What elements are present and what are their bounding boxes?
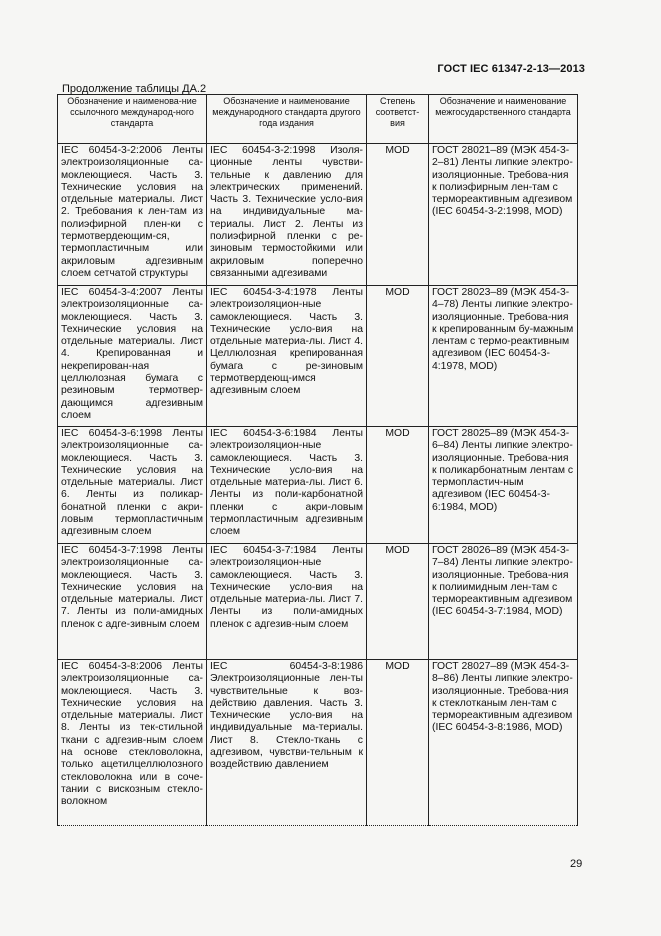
interstate-standard-cell: ГОСТ 28026–89 (МЭК 454-3-7–84) Ленты липкие электро-изоляционные. Требова-ния к полиимидным лен-там с термореактивным адгезивом (IEC 60454-3-7:1984, MOD) [429, 544, 578, 660]
document-standard-id: ГОСТ IEC 61347-2-13—2013 [437, 63, 585, 75]
referenced-standard-cell: IEC 60454-3-8:2006 Ленты электроизоляционные са-моклеющиеся. Часть 3. Технические условия на отдельные материалы. Лист 8. Ленты из тек-стильной ткани с адгезив-ным слоем на основе стекловолокна, только ацетилцеллюлозного стекловолокна или в соче-тании с вискозным стекло-волокном [58, 660, 207, 826]
referenced-standard-cell: IEC 60454-3-6:1998 Ленты электроизоляционные са-моклеющиеся. Часть 3. Технические условия на отдельные материалы. Лист 6. Ленты из поликар-бонатной пленки с акри-ловым термопластичным адгезивным слоем [58, 427, 207, 544]
interstate-standard-cell: ГОСТ 28025–89 (МЭК 454-3-6–84) Ленты липкие электро-изоляционные. Требова-ния к поликарбонатным лентам с термопластич-ным адгезивом (IEC 60454-3-6:1984, MOD) [429, 427, 578, 544]
column-header-degree: Степень соответст-вия [367, 95, 429, 144]
degree-cell: MOD [367, 144, 429, 286]
other-year-standard-cell: IEC 60454-3-2:1998 Изоля-ционные ленты чувстви-тельные к давлению для электрических применений. Часть 3. Технические усло-вия на индивидуальные ма-териалы. Лист 2. Ленты из полиэфирной пленки с ре-зиновым термостойкими или акриловым поперечно связанными адгезивами [207, 144, 367, 286]
degree-cell: MOD [367, 544, 429, 660]
degree-cell: MOD [367, 660, 429, 826]
referenced-standard-cell: IEC 60454-3-2:2006 Ленты электроизоляционные са-моклеющиеся. Часть 3. Технические условия на отдельные материалы. Лист 2. Требования к лен-там из полиэфирной плен-ки с термотвердеющим-ся, термопластичным или акриловым адгезивным слоем сетчатой структуры [58, 144, 207, 286]
referenced-standard-cell: IEC 60454-3-4:2007 Ленты электроизоляционные са-моклеющиеся. Часть 3. Технические условия на отдельные материалы. Лист 4. Крепированная и некрепирован-ная целлюлозная бумага с резиновым термотвер-дающимся адгезивным слоем [58, 286, 207, 427]
standards-correspondence-table [57, 94, 578, 826]
table-caption: Продолжение таблицы ДА.2 [62, 83, 207, 95]
column-header-referenced: Обозначение и наименова-ние ссылочного международ-ного стандарта [58, 95, 207, 144]
interstate-standard-cell: ГОСТ 28027–89 (МЭК 454-3-8–86) Ленты липкие электро-изоляционные. Требова-ния к стеклотканым лен-там с термореактивным адгезивом (IEC 60454-3-8:1986, MOD) [429, 660, 578, 826]
degree-cell: MOD [367, 286, 429, 427]
table-row [58, 427, 578, 544]
column-header-interstate: Обозначение и наименование межгосударственного стандарта [429, 95, 578, 144]
table-row [58, 660, 578, 826]
page-number: 29 [570, 858, 583, 870]
column-header-other-year: Обозначение и наименование международного стандарта другого года издания [207, 95, 367, 144]
table-row [58, 144, 578, 286]
referenced-standard-cell: IEC 60454-3-7:1998 Ленты электроизоляционные са-моклеющиеся. Часть 3. Технические условия на отдельные материалы. Лист 7. Ленты из поли-амидных пленок с адге-зивным слоем [58, 544, 207, 660]
other-year-standard-cell: IEC 60454-3-7:1984 Ленты электроизоляцион-ные самоклеющиеся. Часть 3. Технические усло-вия на отдельные материа-лы. Лист 7. Ленты из поли-амидных пленок с адгезив-ным слоем [207, 544, 367, 660]
other-year-standard-cell: IEC 60454-3-6:1984 Ленты электроизоляцион-ные самоклеющиеся. Часть 3. Технические усло-вия на отдельные материа-лы. Лист 6. Ленты из поли-карбонатной пленки с акри-ловым термопластичным адгезивным слоем [207, 427, 367, 544]
other-year-standard-cell: IEC 60454-3-4:1978 Ленты электроизоляцион-ные самоклеющиеся. Часть 3. Технические усло-вия на отдельные материа-лы. Лист 4. Целлюлозная крепированная бумага с ре-зиновым термотвердеющ-имся адгезивным слоем [207, 286, 367, 427]
table-header-row [58, 95, 578, 144]
interstate-standard-cell: ГОСТ 28023–89 (МЭК 454-3-4–78) Ленты липкие электро-изоляционные. Требова-ния к крепированным бу-мажным лентам с термо-реактивным адгезивом (IEC 60454-3-4:1978, MOD) [429, 286, 578, 427]
other-year-standard-cell: IEC 60454-3-8:1986 Электроизоляционные лен-ты чувствительные к воз-действию давления. Часть 3. Технические усло-вия на индивидуальные ма-териалы. Лист 8. Стекло-ткань с адгезивом, чувстви-тельным к воздействию давлением [207, 660, 367, 826]
table-row [58, 286, 578, 427]
interstate-standard-cell: ГОСТ 28021–89 (МЭК 454-3-2–81) Ленты липкие электро-изоляционные. Требова-ния к полиэфирным лен-там с термореактивным адгезивом (IEC 60454-3-2:1998, MOD) [429, 144, 578, 286]
degree-cell: MOD [367, 427, 429, 544]
table-row [58, 544, 578, 660]
